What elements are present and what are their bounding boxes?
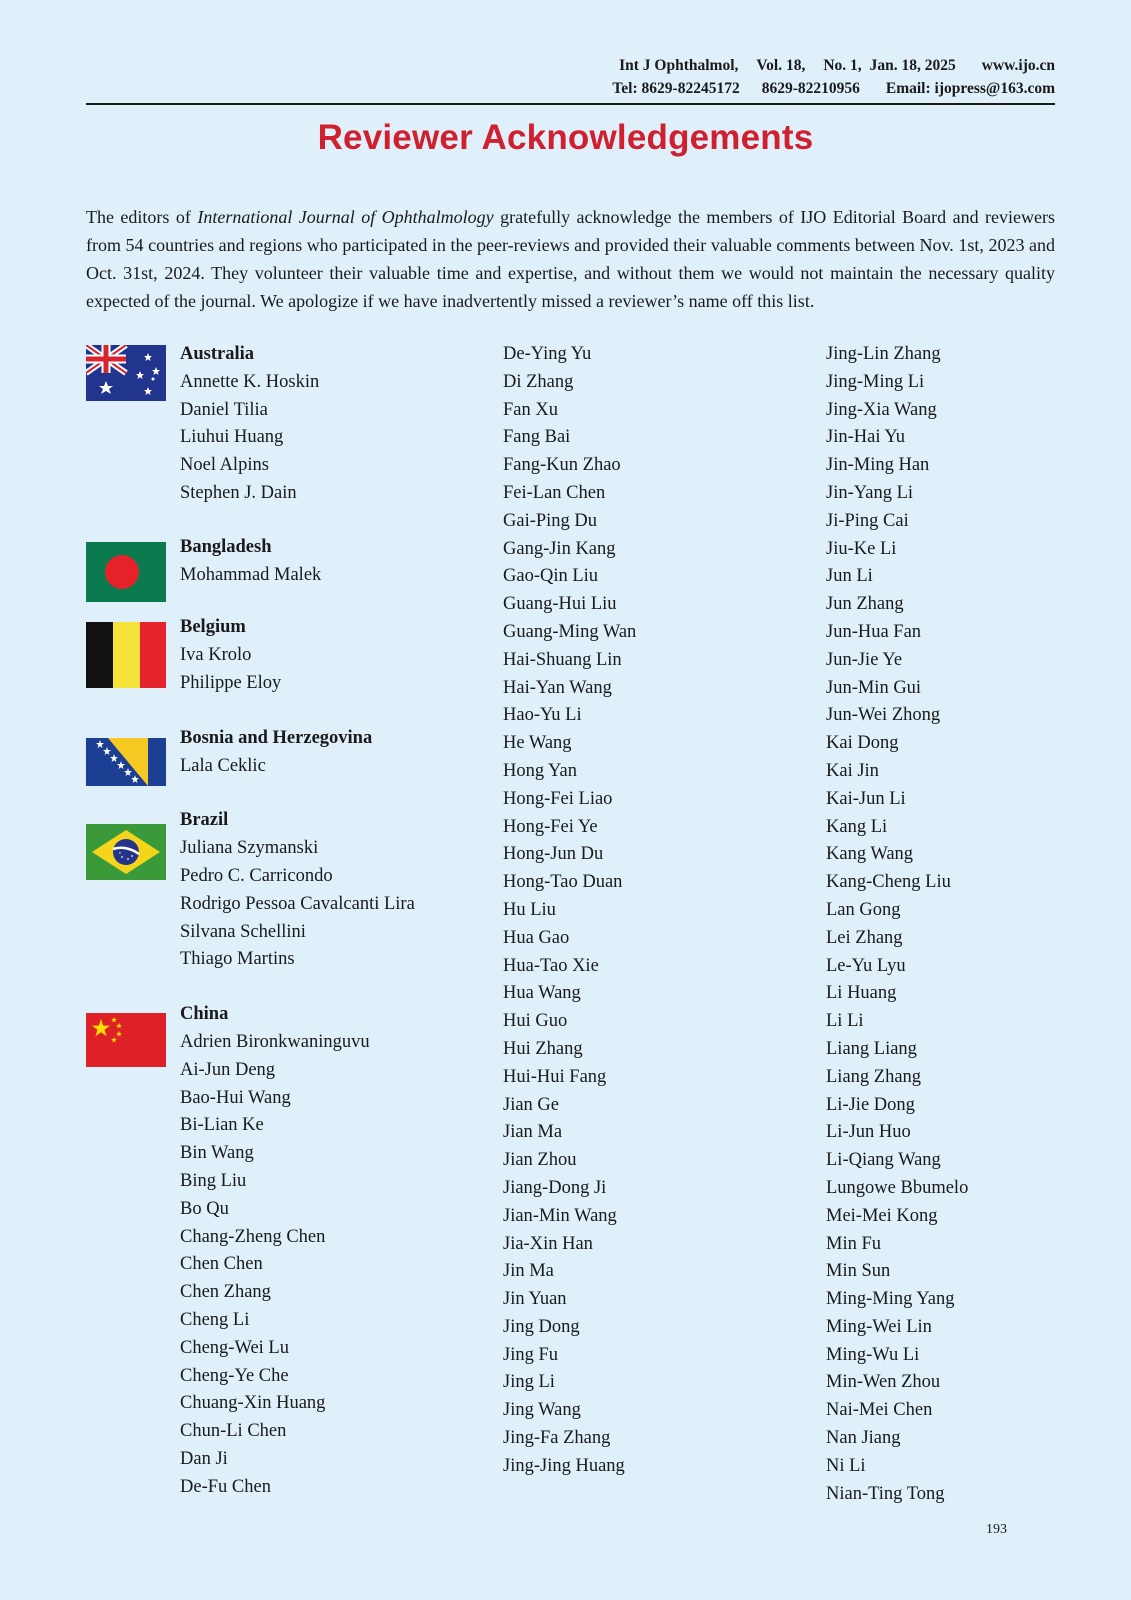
brazil-flag-icon <box>86 824 166 880</box>
journal-website[interactable]: www.ijo.cn <box>981 57 1055 74</box>
country-heading-brazil: Brazil <box>180 810 229 831</box>
country-group-bangladesh <box>180 534 480 590</box>
reviewer-name: Kai-Jun Li <box>826 788 906 809</box>
reviewer-name: Hua Gao <box>503 927 570 948</box>
belgium-flag-icon <box>86 622 166 688</box>
reviewer-name: Ni Li <box>826 1455 866 1476</box>
reviewer-name: Guang-Ming Wan <box>503 621 637 642</box>
reviewer-name: Jing-Lin Zhang <box>826 344 941 364</box>
reviewer-name: Kang-Cheng Liu <box>826 872 951 893</box>
reviewer-name: Kai Jin <box>826 760 879 781</box>
reviewer-name: Hui Zhang <box>503 1038 583 1059</box>
reviewer-name: Nian-Ting Tong <box>826 1483 945 1504</box>
reviewer-name: Jiu-Ke Li <box>826 538 897 559</box>
reviewer-name: Lala Ceklic <box>180 755 266 776</box>
reviewer-name: Min Fu <box>826 1233 882 1254</box>
reviewer-name: Adrien Bironkwaninguvu <box>180 1031 370 1052</box>
reviewer-name: Jun-Wei Zhong <box>826 705 941 726</box>
country-group-china <box>180 1001 480 1501</box>
reviewer-name: Bin Wang <box>180 1143 254 1164</box>
reviewer-name: Jian Ge <box>503 1094 559 1115</box>
reviewer-name: Jing-Jing Huang <box>503 1455 625 1476</box>
reviewer-name: Jing-Ming Li <box>826 371 925 392</box>
reviewer-name: Jun-Min Gui <box>826 677 922 698</box>
reviewer-name: De-Fu Chen <box>180 1476 271 1497</box>
reviewer-name: Ji-Ping Cai <box>826 510 909 531</box>
country-heading-china: China <box>180 1004 229 1025</box>
reviewer-name: Nai-Mei Chen <box>826 1400 933 1421</box>
journal-email[interactable]: Email: ijopress@163.com <box>885 80 1055 97</box>
reviewer-name: Li Li <box>826 1011 864 1032</box>
journal-header <box>86 54 1055 100</box>
country-group-brazil <box>180 807 480 974</box>
journal-tel2: 8629-82210956 <box>761 80 860 97</box>
reviewer-name: Ming-Ming Yang <box>826 1289 955 1310</box>
intro-after: gratefully acknowledge the members of IJO Editorial Board and reviewers from 54 countries and regions who participated in the peer-reviews and provided their valuable comments between Nov. 1st, 2023 and Oct. 31st, 2024. They volunteer their valuable time and expertise, and without them we would not maintain the necessary quality expected of the journal. We apologize if we have inadvertently missed a reviewer’s name off this list. <box>86 207 1056 311</box>
reviewer-name: Li-Qiang Wang <box>826 1150 941 1171</box>
reviewer-name: Kang Li <box>826 816 888 837</box>
reviewer-name: Jin-Hai Yu <box>826 427 905 448</box>
reviewer-name: Fang Bai <box>503 427 571 448</box>
reviewer-name: Jun Li <box>826 566 873 587</box>
journal-volume: Vol. 18, <box>756 57 806 74</box>
reviewer-name: Guang-Hui Liu <box>503 594 617 615</box>
china-flag-icon <box>86 1013 166 1067</box>
reviewer-name: Jing Li <box>503 1372 555 1393</box>
reviewer-name: Noel Alpins <box>180 455 269 476</box>
reviewer-name: Rodrigo Pessoa Cavalcanti Lira <box>180 893 415 914</box>
reviewer-name: Hai-Shuang Lin <box>503 649 622 670</box>
reviewer-name: Chun-Li Chen <box>180 1421 287 1442</box>
reviewer-name: Mohammad Malek <box>180 564 322 585</box>
page-title: Reviewer Acknowledgements <box>317 118 814 157</box>
reviewer-name: Ming-Wei Lin <box>826 1316 932 1337</box>
reviewer-name: Lei Zhang <box>826 927 903 948</box>
reviewer-name: Fan Xu <box>503 399 558 420</box>
reviewer-name: Jin Ma <box>503 1261 554 1282</box>
reviewer-name: Ming-Wu Li <box>826 1344 920 1365</box>
intro-before: The editors of <box>86 207 198 227</box>
reviewer-name: Jun-Hua Fan <box>826 621 922 642</box>
country-heading-bosnia: Bosnia and Herzegovina <box>180 727 373 748</box>
reviewer-name: Kang Wang <box>826 844 914 865</box>
bosnia-flag-icon <box>86 738 166 786</box>
reviewer-name: Jin-Yang Li <box>826 482 914 503</box>
reviewer-name: Hong-Jun Du <box>503 844 604 865</box>
reviewer-name: Chen Chen <box>180 1254 263 1275</box>
reviewer-name: Daniel Tilia <box>180 399 268 420</box>
reviewer-name: De-Ying Yu <box>503 344 592 364</box>
reviewer-name: Jian-Min Wang <box>503 1205 617 1226</box>
reviewer-name: Hu Liu <box>503 899 556 920</box>
reviewer-name: Hong Yan <box>503 760 578 781</box>
reviewer-name: Hong-Tao Duan <box>503 872 623 893</box>
reviewer-name: Jing-Fa Zhang <box>503 1428 611 1449</box>
reviewer-name: Fei-Lan Chen <box>503 482 606 503</box>
australia-flag-icon <box>86 345 166 401</box>
reviewer-name: Hui-Hui Fang <box>503 1066 607 1087</box>
reviewer-name: Hong-Fei Ye <box>503 816 598 837</box>
reviewer-name: Thiago Martins <box>180 949 295 970</box>
reviewer-name: Cheng-Ye Che <box>180 1365 289 1386</box>
country-heading-australia: Australia <box>180 344 254 364</box>
reviewers-column-3 <box>826 341 1116 1508</box>
reviewer-name: Jia-Xin Han <box>503 1233 593 1254</box>
reviewer-name: Kai Dong <box>826 733 899 754</box>
reviewer-name: Jin-Ming Han <box>826 455 930 476</box>
reviewer-name: Liang Zhang <box>826 1066 922 1087</box>
reviewer-name: Silvana Schellini <box>180 921 306 942</box>
header-rule <box>86 103 1055 105</box>
reviewer-name: Chen Zhang <box>180 1282 271 1303</box>
reviewer-name: Jing Wang <box>503 1400 581 1421</box>
intro-paragraph <box>86 203 1055 315</box>
reviewer-name: Jing Fu <box>503 1344 559 1365</box>
bangladesh-flag-icon <box>86 542 166 602</box>
journal-date: Jan. 18, 2025 <box>869 57 956 74</box>
reviewer-name: Min Sun <box>826 1261 891 1282</box>
reviewer-name: Stephen J. Dain <box>180 482 297 503</box>
reviewer-name: Lan Gong <box>826 899 901 920</box>
reviewer-name: Jin Yuan <box>503 1289 567 1310</box>
reviewer-name: Juliana Szymanski <box>180 838 319 859</box>
reviewer-name: Li Huang <box>826 983 897 1004</box>
reviewer-name: Chang-Zheng Chen <box>180 1226 326 1247</box>
reviewer-name: Bi-Lian Ke <box>180 1115 264 1136</box>
page-number: 193 <box>986 1522 1007 1537</box>
reviewer-name: Cheng Li <box>180 1309 250 1330</box>
reviewer-name: Le-Yu Lyu <box>826 955 906 976</box>
reviewer-name: Gao-Qin Liu <box>503 566 599 587</box>
reviewer-name: Mei-Mei Kong <box>826 1205 938 1226</box>
reviewer-name: Fang-Kun Zhao <box>503 455 621 476</box>
reviewer-name: Jian Ma <box>503 1122 563 1143</box>
intro-journal-name: International Journal of Ophthalmology <box>197 207 494 227</box>
reviewer-name: Lungowe Bbumelo <box>826 1177 969 1198</box>
reviewers-column-2 <box>503 341 803 1481</box>
reviewer-name: Ai-Jun Deng <box>180 1059 276 1080</box>
reviewer-name: Hua-Tao Xie <box>503 955 599 976</box>
reviewer-name: Hua Wang <box>503 983 581 1004</box>
reviewer-name: Annette K. Hoskin <box>180 371 320 392</box>
reviewer-name: Li-Jun Huo <box>826 1122 911 1143</box>
reviewer-name: Min-Wen Zhou <box>826 1372 941 1393</box>
reviewer-name: Bao-Hui Wang <box>180 1087 291 1108</box>
journal-issue: No. 1, <box>823 57 862 74</box>
country-group-australia <box>180 341 480 508</box>
journal-name: Int J Ophthalmol, <box>619 57 739 74</box>
reviewer-name: Jing Dong <box>503 1316 580 1337</box>
reviewer-name: Jian Zhou <box>503 1150 577 1171</box>
reviewer-name: Iva Krolo <box>180 645 252 666</box>
country-heading-bangladesh: Bangladesh <box>180 536 272 557</box>
reviewer-name: Li-Jie Dong <box>826 1094 915 1115</box>
reviewer-name: Jun-Jie Ye <box>826 649 903 670</box>
reviewer-name: Hao-Yu Li <box>503 705 582 726</box>
reviewer-name: Liuhui Huang <box>180 427 284 448</box>
reviewer-name: Liang Liang <box>826 1038 917 1059</box>
journal-tel: Tel: 8629-82245172 <box>612 80 740 97</box>
reviewer-name: Cheng-Wei Lu <box>180 1337 289 1358</box>
reviewers-column-1 <box>180 341 480 1501</box>
reviewer-name: Jing-Xia Wang <box>826 399 937 420</box>
reviewer-name: Chuang-Xin Huang <box>180 1393 326 1414</box>
reviewer-name: Jun Zhang <box>826 594 904 615</box>
reviewer-name: Bing Liu <box>180 1170 247 1191</box>
country-group-belgium <box>180 614 480 697</box>
reviewer-name: He Wang <box>503 733 572 754</box>
reviewer-name: Dan Ji <box>180 1448 228 1469</box>
country-heading-belgium: Belgium <box>180 617 246 638</box>
reviewer-name: Philippe Eloy <box>180 672 282 693</box>
reviewer-name: Jiang-Dong Ji <box>503 1177 607 1198</box>
reviewer-name: Pedro C. Carricondo <box>180 865 333 886</box>
reviewer-name: Bo Qu <box>180 1198 229 1219</box>
reviewer-name: Hai-Yan Wang <box>503 677 612 698</box>
reviewer-name: Hong-Fei Liao <box>503 788 613 809</box>
reviewer-name: Di Zhang <box>503 371 574 392</box>
reviewer-name: Hui Guo <box>503 1011 568 1032</box>
reviewer-name: Gang-Jin Kang <box>503 538 616 559</box>
reviewer-name: Gai-Ping Du <box>503 510 598 531</box>
reviewer-name: Nan Jiang <box>826 1428 901 1449</box>
country-group-bosnia <box>180 725 480 781</box>
